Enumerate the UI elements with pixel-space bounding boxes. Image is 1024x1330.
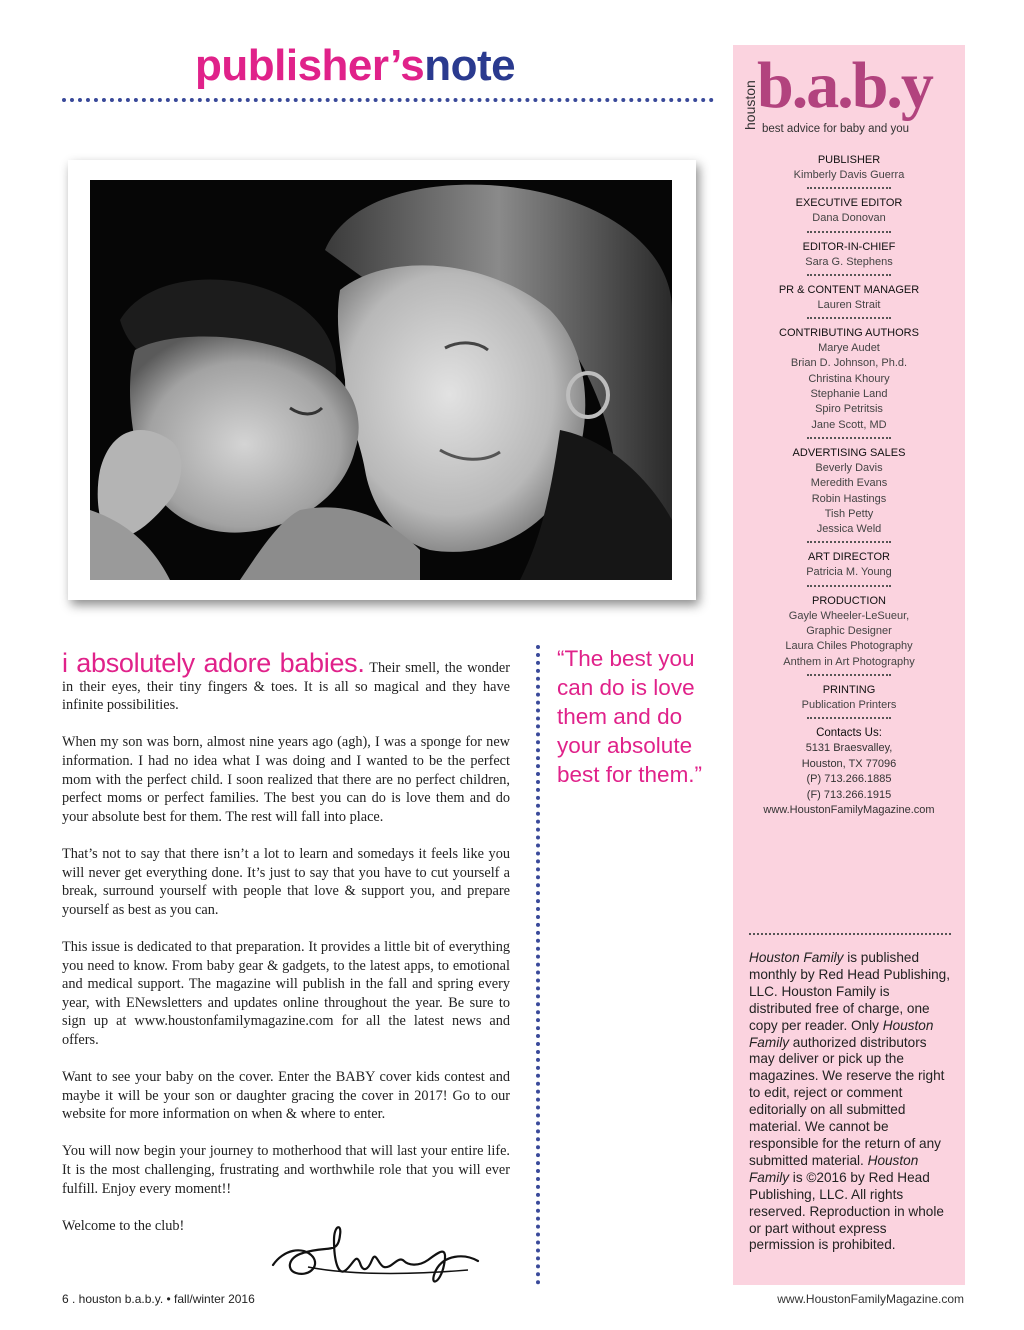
masthead-name: Stephanie Land (810, 388, 888, 401)
masthead-name: Anthem in Art Photography (783, 655, 915, 668)
masthead-group (733, 594, 965, 676)
disclaimer-text: is published monthly by Red Head Publishing, LLC. Houston Family is distributed free of charge, one copy per reader. Only (749, 950, 950, 1033)
masthead-group (733, 196, 965, 232)
brand-name: Houston Family (749, 1017, 934, 1050)
title-dotted-rule (62, 98, 714, 102)
masthead-group (733, 550, 965, 586)
masthead-name: Tish Petty (824, 507, 874, 520)
contact-line: Houston, TX 77096 (801, 757, 897, 770)
masthead-name: Christina Khoury (808, 372, 890, 385)
masthead-group (733, 240, 965, 276)
brand-name: Houston Family (749, 950, 844, 965)
paragraph: That’s not to say that there isn’t a lot to learn and somedays it feels like you will never get everything done. It’s just to say that you have to cut yourself a break, surround yourself with people that love & support you, and prepare yourself as best as you can. (62, 845, 510, 918)
masthead-separator (807, 717, 891, 719)
photo-frame (68, 160, 696, 600)
masthead-separator (807, 187, 891, 189)
title-publishers: publisher’s (195, 41, 425, 90)
masthead-sidebar (733, 45, 965, 1285)
masthead-role: PRINTING (822, 683, 876, 696)
paragraph: When my son was born, almost nine years ago (agh), I was a sponge for new information. I had no idea what I was doing and I wanted to be the perfect mom with the perfect child. I soon realized that there are no perfect children, perfect moms or perfect families. The best you can do is love them and do your absolute best for them. The rest will fall into place. (62, 734, 510, 825)
masthead-role: CONTRIBUTING AUTHORS (779, 327, 919, 340)
contact-line: (P) 713.266.1885 (806, 773, 892, 786)
masthead-group (733, 153, 965, 189)
contact-line: 5131 Braesvalley, (805, 742, 893, 755)
masthead-name: Jane Scott, MD (811, 418, 887, 431)
masthead-name: Marye Audet (818, 342, 880, 355)
masthead-group (733, 446, 965, 543)
masthead-role: ADVERTISING SALES (792, 446, 906, 459)
masthead-role: EDITOR-IN-CHIEF (802, 240, 896, 253)
masthead-list (733, 153, 965, 819)
contact-heading: Contacts Us: (816, 727, 882, 740)
disclaimer-text: is ©2016 by Red Head Publishing, LLC. All rights reserved. Reproduction in whole or part without express permission is prohibited. (749, 1169, 944, 1253)
logo-city: houston (742, 80, 758, 130)
masthead-role: PUBLISHER (817, 154, 881, 166)
title-note: note (424, 41, 516, 90)
masthead-name: Publication Printers (801, 698, 897, 711)
page-footer-url: www.HoustonFamilyMagazine.com (777, 1292, 964, 1306)
lead-headline: i absolutely adore babies. (62, 648, 365, 678)
masthead-role: ART DIRECTOR (808, 551, 890, 564)
lead-text: Their smell, the wonder in their eyes, their tiny fingers & toes. It is all so magical and they have infinite possibilities. (62, 660, 510, 714)
masthead-name: Laura Chiles Photography (785, 640, 913, 653)
masthead-name: Kimberly Davis Guerra (793, 169, 905, 181)
signature (268, 1215, 488, 1290)
paragraph: This issue is dedicated to that preparation. It provides a little bit of everything you need to know. From baby gear & gadgets, to the latest apps, to emotional and medical support. The magazine will publish in the fall and spring every year, with ENewsletters and updates online throughout the year. Be sure to sign up at www.houstonfamilymagazine.com for all the latest news and offers. (62, 938, 510, 1048)
masthead-separator (807, 437, 891, 439)
masthead-name: Spiro Petritsis (815, 403, 883, 416)
page-title (195, 40, 515, 92)
masthead-name: Meredith Evans (810, 477, 888, 490)
masthead-name: Jessica Weld (816, 523, 882, 536)
masthead-separator (807, 274, 891, 276)
lead-paragraph (62, 650, 510, 715)
column-dotted-rule (536, 645, 540, 1285)
contact-block (733, 726, 965, 819)
sidebar-dotted-rule (749, 933, 951, 935)
masthead-name: Graphic Designer (806, 625, 892, 638)
masthead-group (733, 283, 965, 319)
masthead-name: Lauren Strait (817, 298, 881, 311)
masthead-separator (807, 317, 891, 319)
contact-line: (F) 713.266.1915 (806, 788, 892, 801)
article-body (62, 650, 510, 1254)
paragraph: Want to see your baby on the cover. Enter the BABY cover kids contest and maybe it will be your son or daughter gracing the cover in 2017! Go to our website for more information on when & where to enter. (62, 1069, 510, 1123)
brand-name: Houston Family (749, 1152, 919, 1185)
masthead-name: Patricia M. Young (806, 566, 892, 579)
masthead-separator (807, 231, 891, 233)
masthead-separator (807, 585, 891, 587)
masthead-role: EXECUTIVE EDITOR (795, 197, 903, 210)
masthead-role: PR & CONTENT MANAGER (778, 283, 920, 296)
masthead-separator (807, 674, 891, 676)
disclaimer-text: authorized distributors may deliver or pick up the magazines. We reserve the right to edit, reject or comment editorially on all submitted material. We cannot be responsible for the return of any submitted material. (749, 1034, 945, 1168)
page-footer-left: 6 . houston b.a.b.y. • fall/winter 2016 (62, 1292, 255, 1306)
masthead-separator (807, 541, 891, 543)
masthead-role: PRODUCTION (812, 594, 886, 607)
logo-tagline: best advice for baby and you (762, 123, 910, 135)
logo-baby: b.a.b.y (757, 49, 932, 122)
masthead-group (733, 326, 965, 439)
masthead-name: Sara G. Stephens (805, 255, 893, 268)
masthead-name: Beverly Davis (815, 461, 883, 474)
publication-disclaimer (749, 950, 954, 1254)
masthead-name: Robin Hastings (811, 492, 887, 505)
masthead-name: Brian D. Johnson, Ph.d. (790, 357, 908, 370)
pull-quote: “The best you can do is love them and do your absolute best for them.” (557, 646, 703, 787)
contact-website: www.HoustonFamilyMagazine.com (763, 804, 935, 817)
paragraph: You will now begin your journey to motherhood that will last your entire life. It is the most challenging, frustrating and worthwhile role that you will ever fulfill. Enjoy every moment!! (62, 1143, 510, 1197)
closing-line: Welcome to the club! (62, 1217, 185, 1234)
masthead-group (733, 683, 965, 719)
masthead-name: Dana Donovan (812, 212, 886, 225)
masthead-name: Gayle Wheeler-LeSueur, (788, 609, 910, 622)
mother-baby-photo (90, 180, 672, 580)
